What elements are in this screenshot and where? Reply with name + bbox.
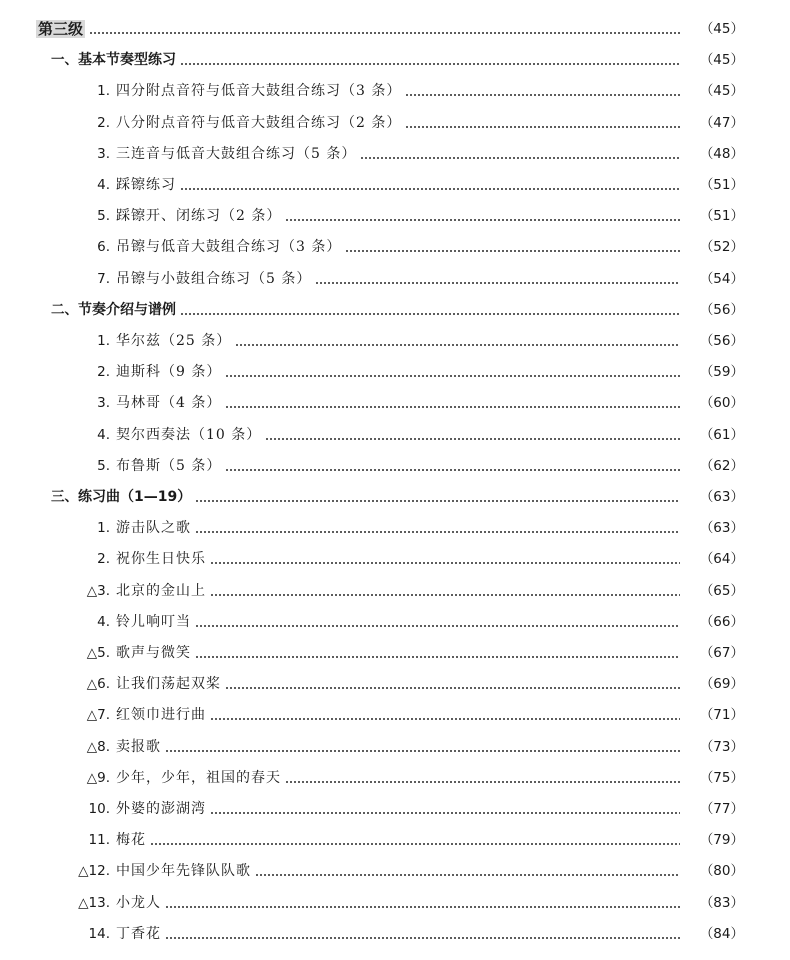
dot-leader xyxy=(255,874,680,876)
dot-leader xyxy=(180,188,680,190)
page-number: （79） xyxy=(699,832,744,849)
toc-entry[interactable] xyxy=(0,700,790,724)
toc-entry[interactable] xyxy=(0,763,790,787)
toc-entry[interactable] xyxy=(0,669,790,693)
entry-number: 11. xyxy=(88,832,110,849)
entry-title: 中国少年先锋队队歌 xyxy=(116,863,251,880)
dot-leader xyxy=(265,438,680,440)
dot-leader xyxy=(405,94,680,96)
page-number: （62） xyxy=(699,457,744,474)
entry-title: 少年，少年，祖国的春天 xyxy=(116,769,281,786)
entry-number: △9. xyxy=(86,769,110,786)
group-heading[interactable] xyxy=(0,482,790,506)
entry-number: △3. xyxy=(86,582,110,599)
entry-title: 马林哥（4 条） xyxy=(116,395,222,412)
entry-title: 八分附点音符与低音大鼓组合练习（2 条） xyxy=(116,114,402,131)
toc-entry[interactable] xyxy=(0,420,790,444)
page-number: （45） xyxy=(699,52,744,69)
dot-leader xyxy=(210,562,680,564)
page-number: （64） xyxy=(699,551,744,568)
page-number: （51） xyxy=(699,208,744,225)
page-number: （45） xyxy=(699,83,744,100)
page-number: （47） xyxy=(699,114,744,131)
toc-entry[interactable] xyxy=(0,888,790,912)
entry-number: 4. xyxy=(97,613,110,630)
entry-number: △8. xyxy=(86,738,110,755)
dot-leader xyxy=(225,469,680,471)
entry-number: 一、 xyxy=(51,52,78,69)
dot-leader xyxy=(165,906,680,908)
entry-number: 5. xyxy=(97,457,110,474)
entry-title: 四分附点音符与低音大鼓组合练习（3 条） xyxy=(116,83,402,100)
dot-leader xyxy=(165,750,680,752)
entry-title: 三连音与低音大鼓组合练习（5 条） xyxy=(116,145,357,162)
group-heading[interactable] xyxy=(0,295,790,319)
page-number: （63） xyxy=(699,489,744,505)
entry-title: 北京的金山上 xyxy=(116,582,206,599)
entry-title: 迪斯科（9 条） xyxy=(116,364,222,381)
toc-entry[interactable] xyxy=(0,388,790,412)
dot-leader xyxy=(180,313,680,315)
toc-entry[interactable] xyxy=(0,232,790,256)
page-number: （83） xyxy=(699,894,744,911)
dot-leader xyxy=(225,375,680,377)
dot-leader xyxy=(285,219,680,221)
page-number: （84） xyxy=(699,925,744,942)
toc-entry[interactable] xyxy=(0,919,790,943)
toc-entry[interactable] xyxy=(0,201,790,225)
toc-entry[interactable] xyxy=(0,357,790,381)
entry-number: 5. xyxy=(97,208,110,225)
entry-number: △5. xyxy=(86,645,110,661)
page-number: （80） xyxy=(699,863,744,880)
entry-number: △7. xyxy=(86,707,110,724)
page-number: （67） xyxy=(699,645,744,661)
entry-title: 丁香花 xyxy=(116,925,161,942)
entry-number: 6. xyxy=(97,239,110,256)
entry-title: 契尔西奏法（10 条） xyxy=(116,426,262,443)
toc-entry[interactable] xyxy=(0,856,790,880)
page-number: （73） xyxy=(699,738,744,755)
toc-entry[interactable] xyxy=(0,108,790,132)
dot-leader xyxy=(225,687,680,689)
toc-entry[interactable] xyxy=(0,264,790,288)
toc-entry[interactable] xyxy=(0,326,790,350)
entry-title: 卖报歌 xyxy=(116,738,161,755)
dot-leader xyxy=(195,656,680,658)
entry-title: 华尔兹（25 条） xyxy=(116,333,232,349)
entry-number: 1. xyxy=(97,333,110,349)
dot-leader xyxy=(195,500,680,502)
dot-leader xyxy=(165,937,680,939)
page-number: （77） xyxy=(699,801,744,817)
entry-number: △13. xyxy=(78,894,110,911)
entry-title: 外婆的澎湖湾 xyxy=(116,801,206,817)
toc-entry[interactable] xyxy=(0,825,790,849)
entry-number: 2. xyxy=(97,551,110,568)
dot-leader xyxy=(89,32,680,34)
entry-title: 吊镲与小鼓组合练习（5 条） xyxy=(116,270,312,287)
entry-title: 祝你生日快乐 xyxy=(116,551,206,568)
dot-leader xyxy=(210,812,680,814)
toc-entry[interactable] xyxy=(0,451,790,475)
entry-title: 小龙人 xyxy=(116,894,161,911)
entry-number: 10. xyxy=(88,801,110,817)
page-number: （66） xyxy=(699,613,744,630)
entry-title: 布鲁斯（5 条） xyxy=(116,457,222,474)
page-number: （59） xyxy=(699,364,744,381)
page-number: （71） xyxy=(699,707,744,724)
dot-leader xyxy=(195,625,680,627)
entry-title: 第三级 xyxy=(38,20,84,38)
page-number: （54） xyxy=(699,270,744,287)
entry-title: 吊镲与低音大鼓组合练习（3 条） xyxy=(116,239,342,256)
page-number: （56） xyxy=(699,301,744,318)
entry-title: 梅花 xyxy=(116,832,146,849)
entry-number: 4. xyxy=(97,426,110,443)
entry-number: 2. xyxy=(97,114,110,131)
page-number: （51） xyxy=(699,177,744,193)
entry-title: 基本节奏型练习 xyxy=(78,52,176,69)
page-number: （45） xyxy=(699,21,744,37)
page-number: （63） xyxy=(699,520,744,537)
dot-leader xyxy=(150,843,680,845)
page-number: （52） xyxy=(699,239,744,256)
page-number: （69） xyxy=(699,676,744,693)
page-number: （65） xyxy=(699,582,744,599)
entry-number: △12. xyxy=(78,863,110,880)
entry-title: 铃儿响叮当 xyxy=(116,613,191,630)
group-heading[interactable] xyxy=(0,45,790,69)
entry-title: 踩镲练习 xyxy=(116,177,176,193)
page-number: （60） xyxy=(699,395,744,412)
dot-leader xyxy=(405,126,680,128)
entry-number: 3. xyxy=(97,145,110,162)
page-number: （61） xyxy=(699,426,744,443)
entry-number: 三、 xyxy=(51,489,78,505)
dot-leader xyxy=(210,718,680,720)
page-number: （56） xyxy=(699,333,744,349)
dot-leader xyxy=(285,781,680,783)
dot-leader xyxy=(235,344,680,346)
dot-leader xyxy=(180,63,680,65)
toc-entry[interactable] xyxy=(0,170,790,194)
toc-entry[interactable] xyxy=(0,544,790,568)
entry-title: 节奏介绍与谱例 xyxy=(78,301,176,318)
entry-title: 歌声与微笑 xyxy=(116,645,191,661)
toc-entry[interactable] xyxy=(0,607,790,631)
page-number: （75） xyxy=(699,769,744,786)
toc-entry[interactable] xyxy=(0,576,790,600)
entry-number: △6. xyxy=(86,676,110,693)
dot-leader xyxy=(345,250,680,252)
entry-number: 14. xyxy=(88,925,110,942)
toc-entry[interactable] xyxy=(0,76,790,100)
entry-number: 1. xyxy=(97,83,110,100)
entry-number: 3. xyxy=(97,395,110,412)
page-number: （48） xyxy=(699,145,744,162)
toc-entry[interactable] xyxy=(0,732,790,756)
entry-title: 让我们荡起双桨 xyxy=(116,676,221,693)
entry-number: 2. xyxy=(97,364,110,381)
dot-leader xyxy=(225,406,680,408)
toc-entry[interactable] xyxy=(0,638,790,662)
entry-title: 红领巾进行曲 xyxy=(116,707,206,724)
dot-leader xyxy=(315,282,680,284)
entry-title: 游击队之歌 xyxy=(116,520,191,537)
entry-title: 踩镲开、闭练习（2 条） xyxy=(116,208,282,225)
entry-number: 1. xyxy=(97,520,110,537)
entry-number: 4. xyxy=(97,177,110,193)
toc-entry[interactable] xyxy=(0,513,790,537)
entry-number: 7. xyxy=(97,270,110,287)
entry-title: 练习曲（1—19） xyxy=(78,489,192,505)
section-heading[interactable] xyxy=(0,14,790,38)
toc-entry[interactable] xyxy=(0,794,790,818)
dot-leader xyxy=(360,157,680,159)
entry-number: 二、 xyxy=(51,301,78,318)
dot-leader xyxy=(210,594,680,596)
dot-leader xyxy=(195,531,680,533)
toc-entry[interactable] xyxy=(0,139,790,163)
